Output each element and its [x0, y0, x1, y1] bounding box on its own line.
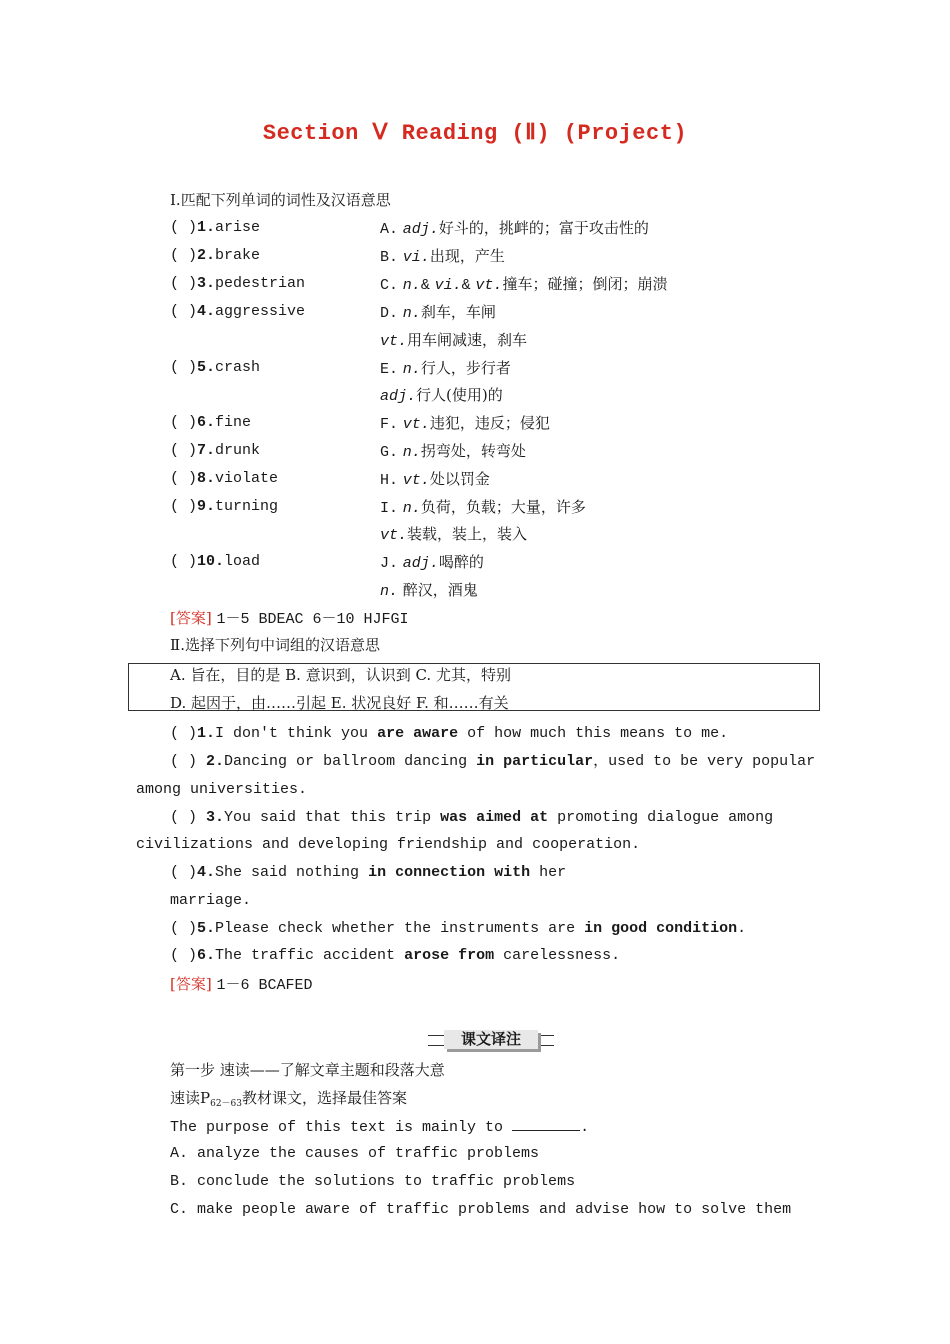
question-5: ( )5.Please check whether the instruments are in good condition.: [170, 920, 747, 937]
def-a: A. adj.好斗的，挑衅的；富于攻击性的: [380, 219, 649, 238]
question-3-cont: civilizations and developing friendship and cooperation.: [136, 836, 641, 853]
def-i: I. n.负荷，负载；大量，许多: [380, 498, 586, 517]
option-c: C. make people aware of traffic problems and advise how to solve them: [170, 1201, 792, 1218]
page-title: Section Ⅴ Reading (Ⅱ) (Project): [262, 121, 688, 146]
part2-answer: [答案] 1－6 BCAFED: [170, 975, 313, 994]
option-b: B. conclude the solutions to traffic problems: [170, 1173, 576, 1190]
question-2: ( ) 2.Dancing or ballroom dancing in particular，used to be very popular: [170, 753, 816, 770]
def-j-2: n. 醉汉，酒鬼: [380, 581, 478, 600]
match-item-7: ( )7.drunk: [170, 442, 261, 459]
match-item-8: ( )8.violate: [170, 470, 279, 487]
def-f: F. vt.违犯，违反；侵犯: [380, 414, 550, 433]
def-g: G. n.拐弯处，转弯处: [380, 442, 526, 461]
match-item-5: ( )5.crash: [170, 359, 261, 376]
match-item-9: ( )9.turning: [170, 498, 279, 515]
def-e: E. n.行人，步行者: [380, 359, 511, 378]
question-3: ( ) 3.You said that this trip was aimed at promoting dialogue among: [170, 809, 774, 826]
answer-blank: [512, 1116, 580, 1131]
def-e-2: adj.行人(使用)的: [380, 386, 503, 405]
match-item-2: ( )2.brake: [170, 247, 261, 264]
def-c: C. n.& vi.& vt.撞车；碰撞；倒闭；崩溃: [380, 275, 668, 294]
def-d: D. n.刹车，车闸: [380, 303, 496, 322]
step1-heading: 第一步 速读——了解文章主题和段落大意: [170, 1061, 445, 1079]
section-banner-label: 课文译注: [444, 1030, 538, 1049]
question-1: ( )1.I don't think you are aware of how much this means to me.: [170, 725, 729, 742]
match-item-1: ( )1.arise: [170, 219, 261, 236]
step1-question: The purpose of this text is mainly to .: [170, 1116, 589, 1138]
def-b: B. vi.出现，产生: [380, 247, 505, 266]
question-2-cont: among universities.: [136, 781, 308, 798]
def-j: J. adj.喝醉的: [380, 553, 484, 572]
option-a: A. analyze the causes of traffic problems: [170, 1145, 540, 1162]
question-4-cont: marriage.: [170, 892, 252, 909]
question-6: ( )6.The traffic accident arose from carelessness.: [170, 947, 621, 964]
def-i-2: vt.装载，装上，装入: [380, 525, 528, 544]
options-line-2: D. 起因于，由……引起 E. 状况良好 F. 和……有关: [170, 694, 509, 712]
step1-instruction: 速读$P_{62-63}$教材课文，选择最佳答案: [170, 1089, 408, 1109]
part1-answer: [答案] 1－5 BDEAC 6－10 HJFGI: [170, 609, 409, 628]
part1-heading: Ⅰ.匹配下列单词的词性及汉语意思: [170, 191, 391, 209]
section-banner: [428, 1029, 554, 1051]
def-h: H. vt.处以罚金: [380, 470, 490, 489]
match-item-10: ( )10.load: [170, 553, 261, 570]
match-item-4: ( )4.aggressive: [170, 303, 306, 320]
options-line-1: A. 旨在，目的是 B. 意识到，认识到 C. 尤其，特别: [170, 666, 511, 684]
question-4: ( )4.She said nothing in connection with her: [170, 864, 567, 881]
part2-heading: Ⅱ.选择下列句中词组的汉语意思: [170, 636, 380, 654]
match-item-3: ( )3.pedestrian: [170, 275, 306, 292]
match-item-6: ( )6.fine: [170, 414, 252, 431]
def-d-2: vt.用车闸减速，刹车: [380, 331, 528, 350]
